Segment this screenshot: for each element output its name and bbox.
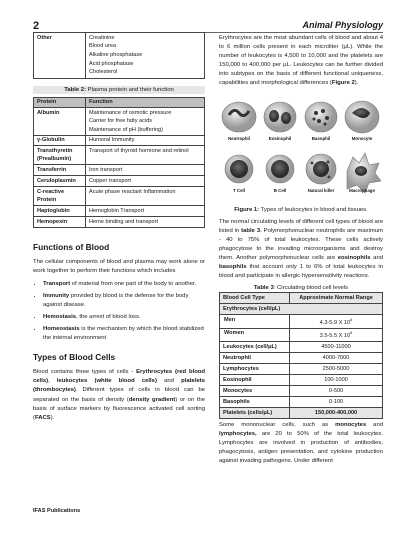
table-row: Platelets (cells/μL) 150,000-400,000 — [220, 407, 383, 418]
table-row: Hemopexin Heme binding and transport — [34, 216, 205, 227]
table-row: Basophils 0-100 — [220, 396, 383, 407]
label-macrophage: Macrophage — [349, 187, 375, 193]
table-row: Haptoglobin Hemoglobin Transport — [34, 205, 205, 216]
list-item: • Hemostasis, the arrest of blood loss. — [43, 313, 205, 322]
label-natural-killer: Natural killer — [307, 187, 335, 193]
table-row: C-reactive Protein Acute phase reactant Inflammation — [34, 186, 205, 205]
footer-publisher: IFAS Publications — [33, 508, 81, 514]
list-item: • Homeostasis is the mechanism by which the blood stabilized the internal environment — [43, 325, 205, 343]
table-row: Albumin Maintenance of osmotic pressure Carrier for free fatty acids Maintenance of pH (buffering) — [34, 108, 205, 135]
table-row: Leukocytes (cell/μL) 4500-11000 — [220, 342, 383, 353]
functions-intro: The cellular components of blood and plasma may work alone or work together to perform their functions which includes — [33, 258, 205, 274]
table-row: Neutrophil 4000-7000 — [220, 353, 383, 364]
table1-item: Creatinine — [89, 34, 115, 41]
table-row: Monocytes 0-500 — [220, 385, 383, 396]
table1-group-label: Other — [34, 33, 86, 79]
table2-caption: Table 2: Plasma protein and their function — [33, 86, 205, 94]
left-column — [33, 32, 205, 423]
leukocyte-intro: Erythrocytes are the most abundant cells of blood and about 4 to 6 million cells present in each microliter (μL). While the number of leukocytes is 4,500 to 10,000 and the platelets are 150,000 to 400,000 per μL. Leukocytes can be further divided into subtypes on the basis of different functional uniqueness, capabilities and morphological differences (Figure 2). — [219, 35, 383, 87]
table-other-analytes — [33, 32, 205, 79]
t-cell — [225, 155, 253, 183]
table-row: Transthyretin (Prealbumin) Transport of thyroid hormone and retinol — [34, 146, 205, 165]
table-row: Transferrin Iron transport — [34, 165, 205, 176]
table-row: Erythrocytes (cell/μL) — [220, 304, 383, 315]
basophil-cell — [305, 102, 337, 132]
list-item: • Transport of material from one part of the body to another. — [43, 280, 205, 289]
neutrophil-cell — [222, 102, 256, 132]
leukocyte-illustration — [219, 93, 383, 203]
list-item: • Immunity provided by blood is the defense for the body against disease. — [43, 292, 205, 310]
running-title: Animal Physiology — [302, 20, 383, 30]
table-row: Men 4.3-5.9 X $10^6$ — [220, 314, 383, 328]
eosinophil-cell — [264, 102, 296, 132]
label-neutrophil: Neutrophil — [228, 135, 250, 141]
circulating-levels-paragraph: The normal circulating levels of different cell types of blood are listed in table 3. Polymorphonuclear neutrophils are maximum - 40 to 75% of total leukocytes. These cells actively phagocytose to the invading microorganisms and destroy them. Another polymorphonuclear cells are eosinophils and basophils that account only 1 to 6% of total leukocytes in blood and participate in allergic hypersensitivity reactions. — [219, 218, 383, 280]
label-monocyte: Monocyte — [351, 135, 373, 141]
leukocyte-figure — [219, 93, 383, 203]
page-number: 2 — [33, 20, 40, 32]
right-column — [219, 32, 383, 466]
table1-item: Blood urea — [89, 43, 117, 50]
table3-header-range: Approximate Normal Range — [290, 293, 383, 304]
table2-header-function: Function — [86, 97, 205, 108]
table1-item: Alkaline phosphatase — [89, 51, 143, 58]
label-eosinophil: Eosinophil — [268, 135, 292, 141]
table-row: Ceruloplasmin Copper transport — [34, 176, 205, 187]
label-b-cell: B Cell — [273, 187, 287, 193]
section-heading-types: Types of Blood Cells — [33, 352, 116, 363]
table-plasma-proteins — [33, 97, 205, 228]
monocyte-cell — [345, 101, 379, 133]
table1-item: Cholesterol — [89, 69, 118, 76]
figure-caption: Figure 1: Types of leukocytes in blood and tissues. — [234, 206, 368, 213]
table-row: Women 3.5-5.5 X $10^6$ — [220, 328, 383, 342]
table3-caption: Table 3: Circulating blood cell levels — [253, 285, 349, 292]
table2-header-protein: Protein — [34, 97, 86, 108]
section-heading-functions: Functions of Blood — [33, 241, 110, 252]
table-circulating-levels — [219, 292, 383, 418]
table-row: γ-Globulin Humoral Immunity — [34, 135, 205, 146]
b-cell — [266, 155, 294, 183]
natural-killer-cell — [306, 154, 336, 184]
table3-header-type: Blood Cell Type — [220, 293, 290, 304]
label-basophil: Basophil — [311, 135, 331, 141]
types-paragraph: Blood contains three types of cells - Erythrocytes (red blood cells), leukocytes (white blood cells) and platelets (thrombocytes). Different types of cells in blood can be separated on the basis of density (density gradient) or on the basis of surface markers by fluorescence activated cell sorting (FACS). — [33, 369, 206, 421]
table-row: Eosinophil 100-1000 — [220, 375, 383, 386]
table-row: Lymphocytes 2500-5000 — [220, 364, 383, 375]
table1-item: Acid phosphatase — [89, 60, 134, 67]
label-t-cell: T Cell — [233, 187, 245, 193]
functions-list — [33, 280, 205, 344]
mononuclear-paragraph: Some mononuclear cells, such as monocytes and lymphocytes, are 20 to 50% of the total leukocytes. Lymphocytes are involved in production of antibodies, phagocytosis, antigen presentation, and cytokine production against invading pathogens. Under different — [219, 421, 383, 465]
table1-items — [86, 33, 205, 79]
